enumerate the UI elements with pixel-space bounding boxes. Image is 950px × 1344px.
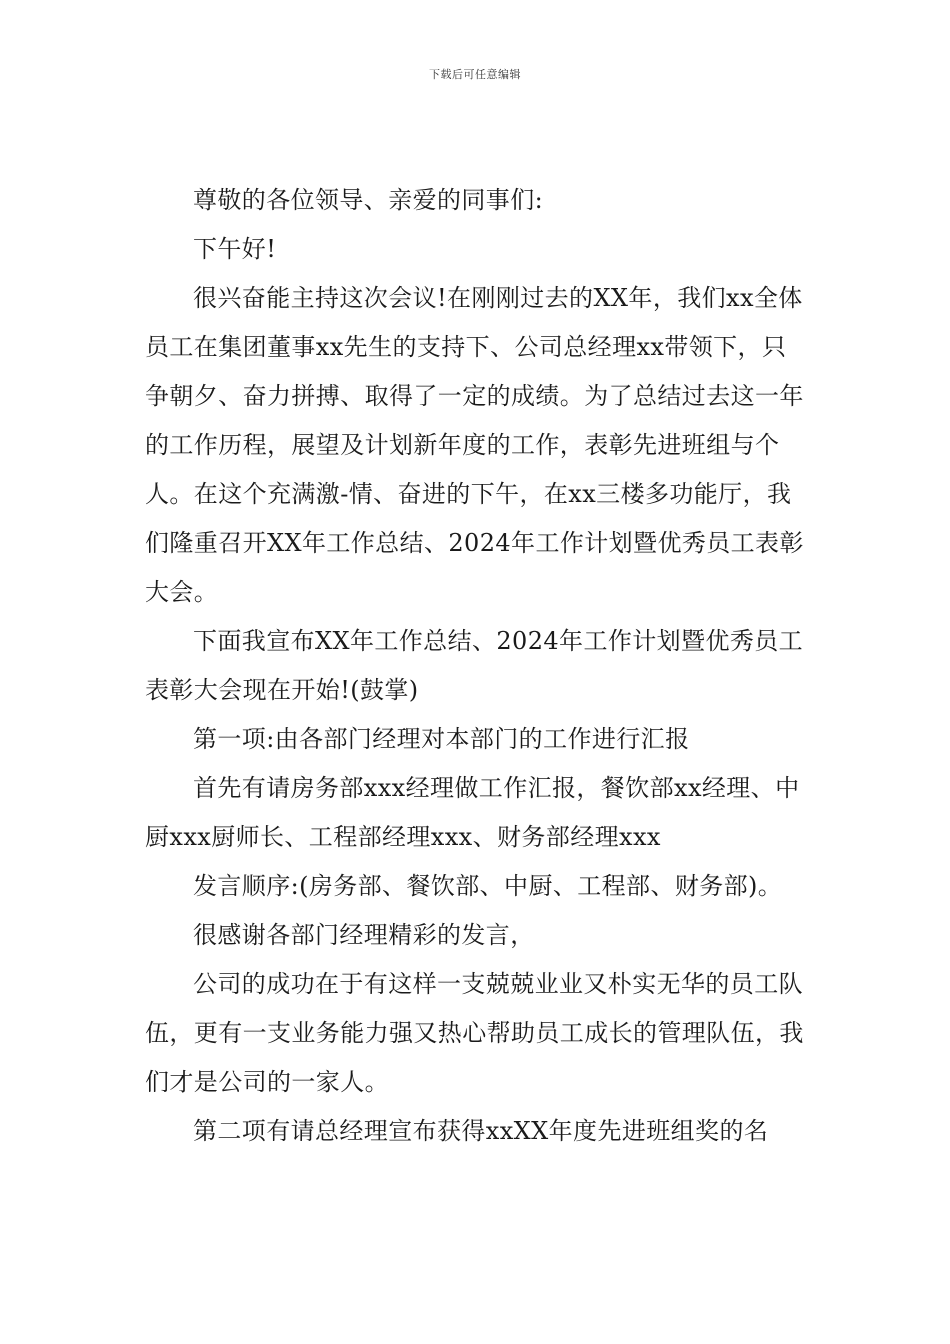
paragraph-thanks: 很感谢各部门经理精彩的发言， bbox=[193, 921, 535, 949]
header-note: 下载后可任意编辑 bbox=[429, 68, 521, 81]
paragraph-company-success: 公司的成功在于有这样一支兢兢业业又朴实无华的员工队伍，更有一支业务能力强又热心帮助员工成长的管理队伍，我们才是公司的一家人。 bbox=[145, 970, 804, 1096]
paragraph-item-two: 第二项有请总经理宣布获得xxXX年度先进班组奖的名 bbox=[193, 1117, 769, 1145]
paragraph-speaking-order: 发言顺序:(房务部、餐饮部、中厨、工程部、财务部)。 bbox=[193, 872, 783, 900]
paragraph-speakers: 首先有请房务部xxx经理做工作汇报，餐饮部xx经理、中厨xxx厨师长、工程部经理xxx、财务部经理xxx bbox=[145, 774, 800, 851]
paragraph-opening: 很兴奋能主持这次会议!在刚刚过去的XX年，我们xx全体员工在集团董事xx先生的支持下、公司总经理xx带领下，只争朝夕、奋力拼搏、取得了一定的成绩。为了总结过去这一年的工作历程，展望及计划新年度的工作，表彰先进班组与个人。在这个充满激-情、奋进的下午，在xx三楼多功能厅，我们隆重召开XX年工作总结、2024年工作计划暨优秀员工表彰大会。 bbox=[145, 284, 804, 606]
document-body bbox=[145, 176, 810, 1156]
paragraph-greeting: 尊敬的各位领导、亲爱的同事们: bbox=[193, 186, 544, 214]
paragraph-item-one: 第一项:由各部门经理对本部门的工作进行汇报 bbox=[193, 725, 690, 753]
paragraph-announcement: 下面我宣布XX年工作总结、2024年工作计划暨优秀员工表彰大会现在开始!(鼓掌) bbox=[145, 627, 804, 704]
paragraph-good-afternoon: 下午好! bbox=[193, 235, 277, 263]
